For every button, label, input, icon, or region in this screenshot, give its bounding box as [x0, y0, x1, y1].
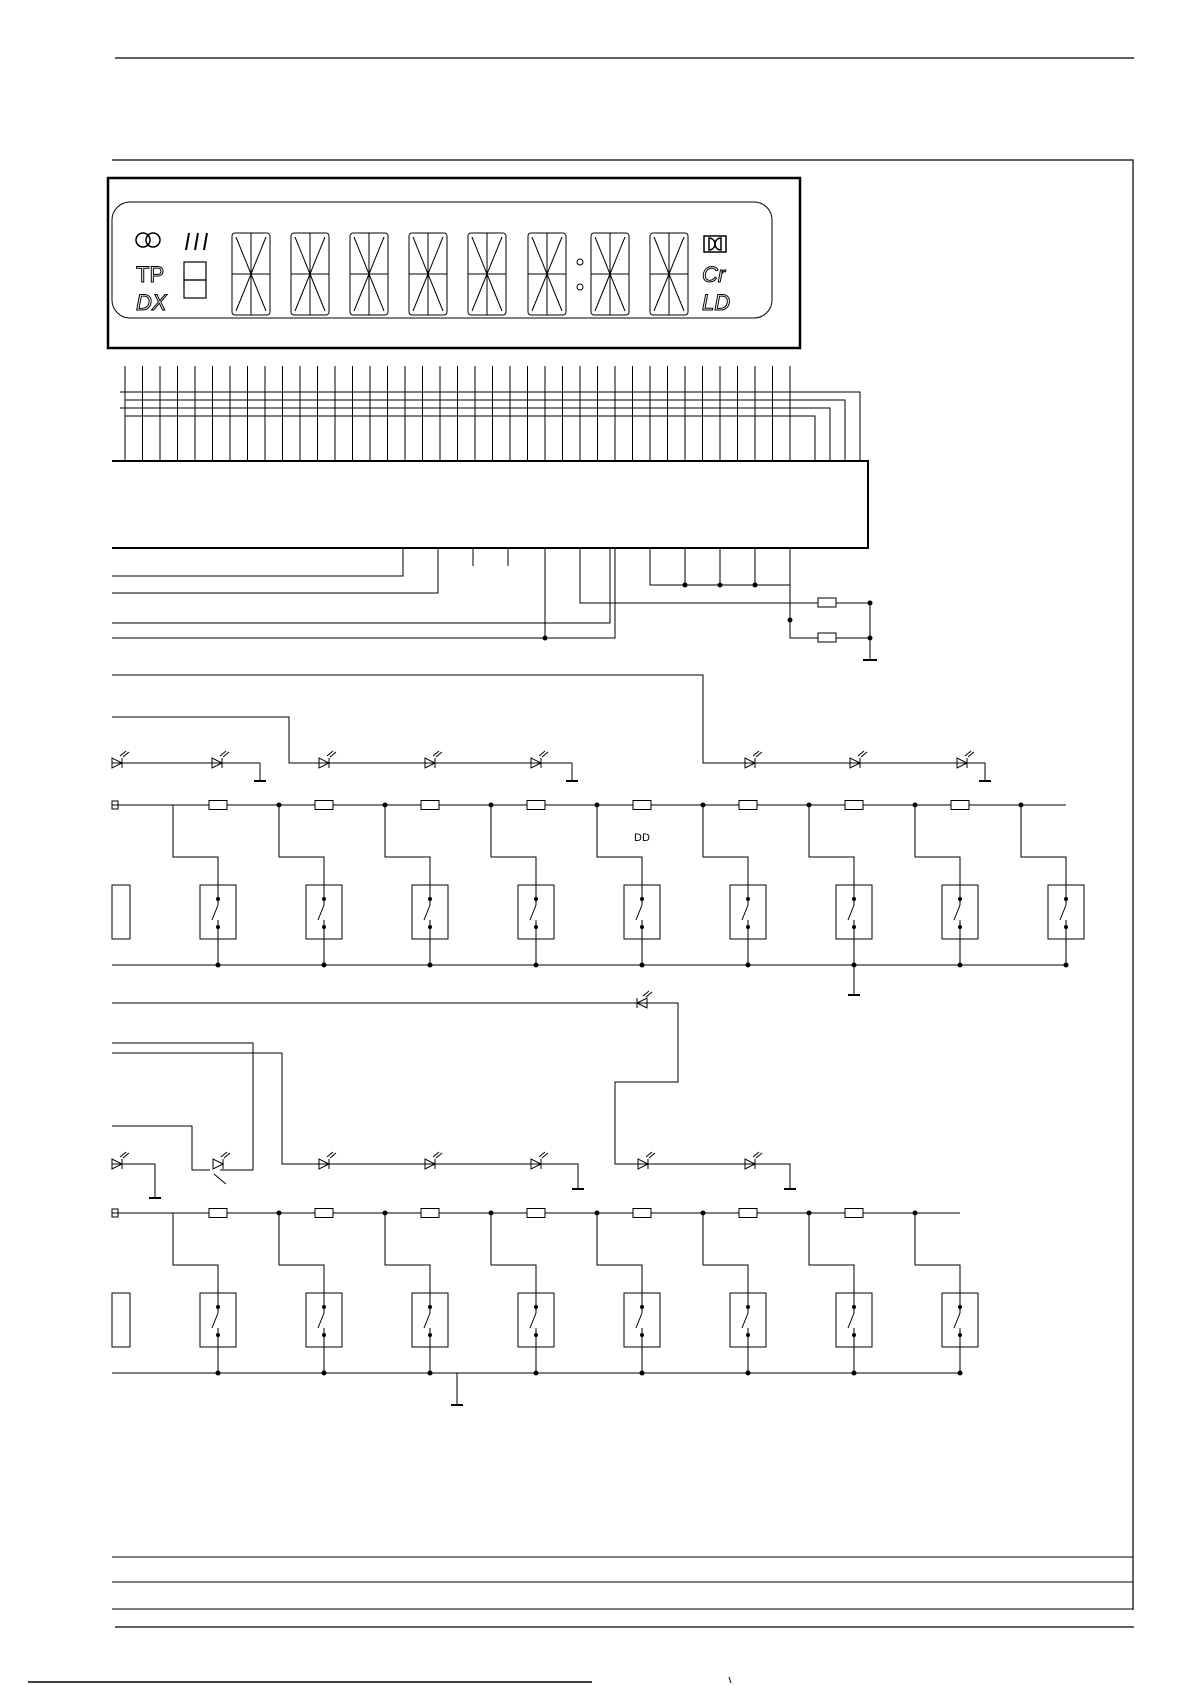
led-icon: [745, 751, 762, 768]
resistor: [845, 801, 863, 810]
digit-group: [232, 233, 688, 315]
key-switch-icon: [112, 885, 130, 939]
key-wire: [491, 1213, 536, 1305]
digit-4: [409, 233, 447, 315]
display-frame: [108, 178, 800, 348]
ic-output-line: [580, 548, 818, 603]
display-pin-lines: [120, 366, 860, 461]
key-wire: [279, 805, 324, 897]
key-wire: [703, 1213, 748, 1305]
vfd-display: [108, 178, 800, 348]
wire: [836, 603, 870, 660]
key-wire: [1021, 805, 1066, 897]
resistor: [527, 801, 545, 810]
led-icon: [212, 751, 229, 768]
resistor: [421, 1209, 439, 1218]
digit-1: [232, 233, 270, 315]
led-line: [112, 1164, 155, 1198]
led-line: [112, 1043, 253, 1170]
key-switch-icon: [942, 885, 978, 965]
driver-output-lines: [112, 548, 877, 660]
stereo-icon: [136, 233, 160, 247]
resistor: [739, 1209, 757, 1218]
digit-7: [591, 233, 629, 315]
ic-output-line: [112, 548, 438, 593]
led-icon: [319, 751, 336, 768]
footer-mark: [729, 1677, 731, 1683]
led-arrow: [214, 1174, 226, 1184]
ic-output-line: [112, 548, 610, 623]
led-line: [112, 763, 260, 781]
led-icon: [957, 751, 974, 768]
colon-separator: [577, 259, 583, 290]
key-wire: [491, 805, 536, 897]
led-line: [112, 1126, 210, 1170]
resistor: [315, 1209, 333, 1218]
resistor: [527, 1209, 545, 1218]
resistor: [209, 801, 227, 810]
key-matrix: [112, 801, 1084, 1406]
cr-symbol: Cr: [702, 262, 726, 287]
key-wire: [915, 1213, 960, 1305]
led-icon: [112, 1152, 129, 1169]
led-icon: [112, 751, 129, 768]
resistor: [315, 801, 333, 810]
key-switch-icon: [306, 1293, 342, 1373]
led-line: [112, 1053, 578, 1189]
led-line: [112, 675, 985, 781]
resistor: [818, 633, 836, 642]
led-lines: [112, 675, 991, 1198]
page-frame: [28, 58, 1134, 1682]
led-icon: [425, 1152, 442, 1169]
digit-6: [528, 233, 566, 315]
led-icon: [745, 1152, 762, 1169]
small-digit: [184, 262, 206, 298]
key-switch-icon: [624, 1293, 660, 1373]
key-wire: [703, 805, 748, 897]
junction-dot: [683, 583, 687, 587]
resistor: [209, 1209, 227, 1218]
display-glass: [112, 202, 772, 318]
junction-dot: [543, 636, 547, 640]
led-icon: [637, 991, 652, 1008]
key-switch-icon: [836, 1293, 872, 1373]
dx-symbol: DX: [136, 290, 167, 315]
led-icon: [638, 1152, 655, 1169]
resistor: [633, 801, 651, 810]
ld-symbol: LD: [702, 290, 731, 315]
key-switch-icon: [730, 1293, 766, 1373]
key-switch-icon: [412, 885, 448, 965]
tp-symbol: TP: [136, 262, 165, 287]
key-switch-icon: [112, 1293, 130, 1347]
key-wire: [385, 805, 430, 897]
ic-output-line: [112, 548, 403, 576]
ic-output-line: [790, 548, 818, 638]
bus-line: [125, 416, 815, 461]
led-icon: [319, 1152, 336, 1169]
junction-dot: [718, 583, 722, 587]
led-icon: [425, 751, 442, 768]
key-switch-icon: [1048, 885, 1084, 965]
digit-2: [291, 233, 329, 315]
dolby-icon: [704, 236, 726, 252]
junction-dot: [868, 601, 872, 605]
dolby-label: DD: [634, 832, 650, 844]
key-wire: [385, 1213, 430, 1305]
key-wire: [597, 805, 642, 897]
led-icon: [531, 1152, 548, 1169]
key-switch-icon: [624, 885, 660, 965]
digit-8: [650, 233, 688, 315]
resistor: [739, 801, 757, 810]
key-switch-icon: [730, 885, 766, 965]
key-wire: [173, 1213, 218, 1305]
led-icon: [531, 751, 548, 768]
key-wire: [915, 805, 960, 897]
led-icon: [213, 1152, 230, 1169]
digit-3: [350, 233, 388, 315]
resistor: [818, 598, 836, 607]
resistor: [633, 1209, 651, 1218]
key-wire: [173, 805, 218, 897]
led-icon: [850, 751, 867, 768]
key-switch-icon: [412, 1293, 448, 1373]
key-switch-icon: [200, 1293, 236, 1373]
resistor: [421, 801, 439, 810]
key-switch-icon: [518, 1293, 554, 1373]
signal-strength-icon: [186, 233, 207, 250]
driver-ic-block: [112, 461, 868, 548]
led-line: [112, 717, 572, 781]
junction-dot: [868, 636, 872, 640]
key-wire: [597, 1213, 642, 1305]
key-switch-icon: [306, 885, 342, 965]
resistor: [951, 801, 969, 810]
digit-5: [468, 233, 506, 315]
led-line: [112, 1003, 790, 1189]
key-switch-icon: [518, 885, 554, 965]
key-wire: [809, 1213, 854, 1305]
resistor: [845, 1209, 863, 1218]
key-switch-icon: [836, 885, 872, 965]
junction-dot: [753, 583, 757, 587]
key-wire: [809, 805, 854, 897]
key-wire: [279, 1213, 324, 1305]
bus-line: [120, 392, 860, 461]
key-switch-icon: [942, 1293, 978, 1373]
key-switch-icon: [200, 885, 236, 965]
